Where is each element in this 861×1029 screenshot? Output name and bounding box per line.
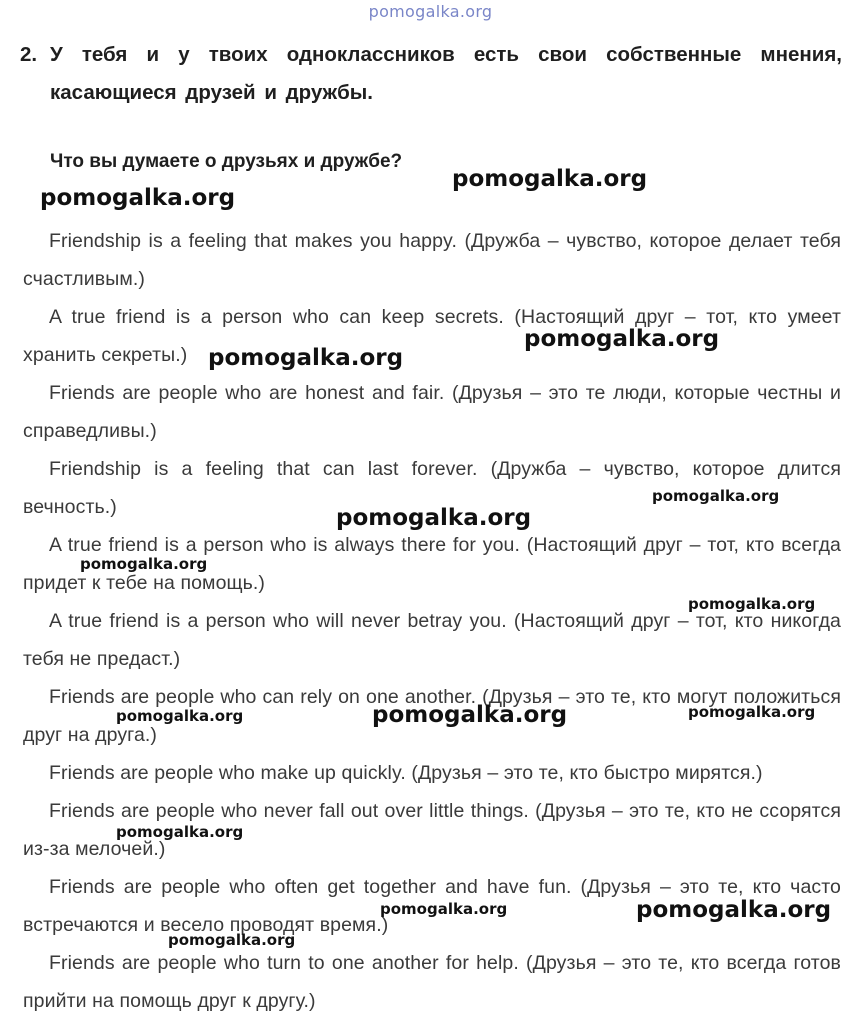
paragraph: A true friend is a person who can keep secrets. (Настоящий друг – тот, кто умеет хранить секреты.) xyxy=(23,306,841,366)
paragraph: Friends are people who never fall out over little things. (Друзья – это те, кто не ссорятся из-за мелочей.) xyxy=(23,800,841,860)
paragraph: Friendship is a feeling that makes you happy. (Дружба – чувство, которое делает тебя счастливым.) xyxy=(23,230,841,290)
paragraph: A true friend is a person who will never betray you. (Настоящий друг – тот, кто никогда тебя не предаст.) xyxy=(23,610,841,670)
watermark: pomogalka.org xyxy=(524,326,720,352)
paragraph: Friends are people who can rely on one another. (Друзья – это те, кто могут положиться друг на друга.) xyxy=(23,686,841,746)
watermark: pomogalka.org xyxy=(116,707,244,725)
watermark: pomogalka.org xyxy=(688,703,816,721)
paragraph: Friends are people who often get together and have fun. (Друзья – это те, кто часто встречаются и весело проводят время.) xyxy=(23,876,841,936)
paragraph: Friends are people who make up quickly. (Друзья – это те, кто быстро мирятся.) xyxy=(49,762,763,784)
watermark: pomogalka.org xyxy=(116,823,244,841)
watermark: pomogalka.org xyxy=(168,931,296,949)
question-heading: Что вы думаете о друзьях и дружбе? xyxy=(50,151,403,172)
site-watermark-header: pomogalka.org xyxy=(368,2,493,21)
paragraph: Friends are people who are honest and fair. (Друзья – это те люди, которые честны и справедливы.) xyxy=(23,382,841,442)
task-number: 2. xyxy=(20,43,38,66)
task-block xyxy=(20,36,842,112)
watermark: pomogalka.org xyxy=(372,702,568,728)
watermark: pomogalka.org xyxy=(208,345,404,371)
paragraph: Friends are people who turn to one another for help. (Друзья – это те, кто всегда готов прийти на помощь друг к другу.) xyxy=(23,952,841,1012)
task-text: У тебя и у твоих одноклассников есть свои собственные мнения, касающиеся друзей и дружбы. xyxy=(50,43,842,104)
watermark: pomogalka.org xyxy=(336,505,532,531)
watermark: pomogalka.org xyxy=(380,900,508,918)
watermark: pomogalka.org xyxy=(80,555,208,573)
watermark: pomogalka.org xyxy=(636,897,832,923)
watermark: pomogalka.org xyxy=(652,487,780,505)
paragraph: Friendship is a feeling that can last forever. (Дружба – чувство, которое длится вечность.) xyxy=(23,458,841,518)
watermark: pomogalka.org xyxy=(688,595,816,613)
watermark: pomogalka.org xyxy=(452,166,648,192)
paragraph: A true friend is a person who is always there for you. (Настоящий друг – тот, кто всегда придет к тебе на помощь.) xyxy=(23,534,841,594)
watermark: pomogalka.org xyxy=(40,185,236,211)
